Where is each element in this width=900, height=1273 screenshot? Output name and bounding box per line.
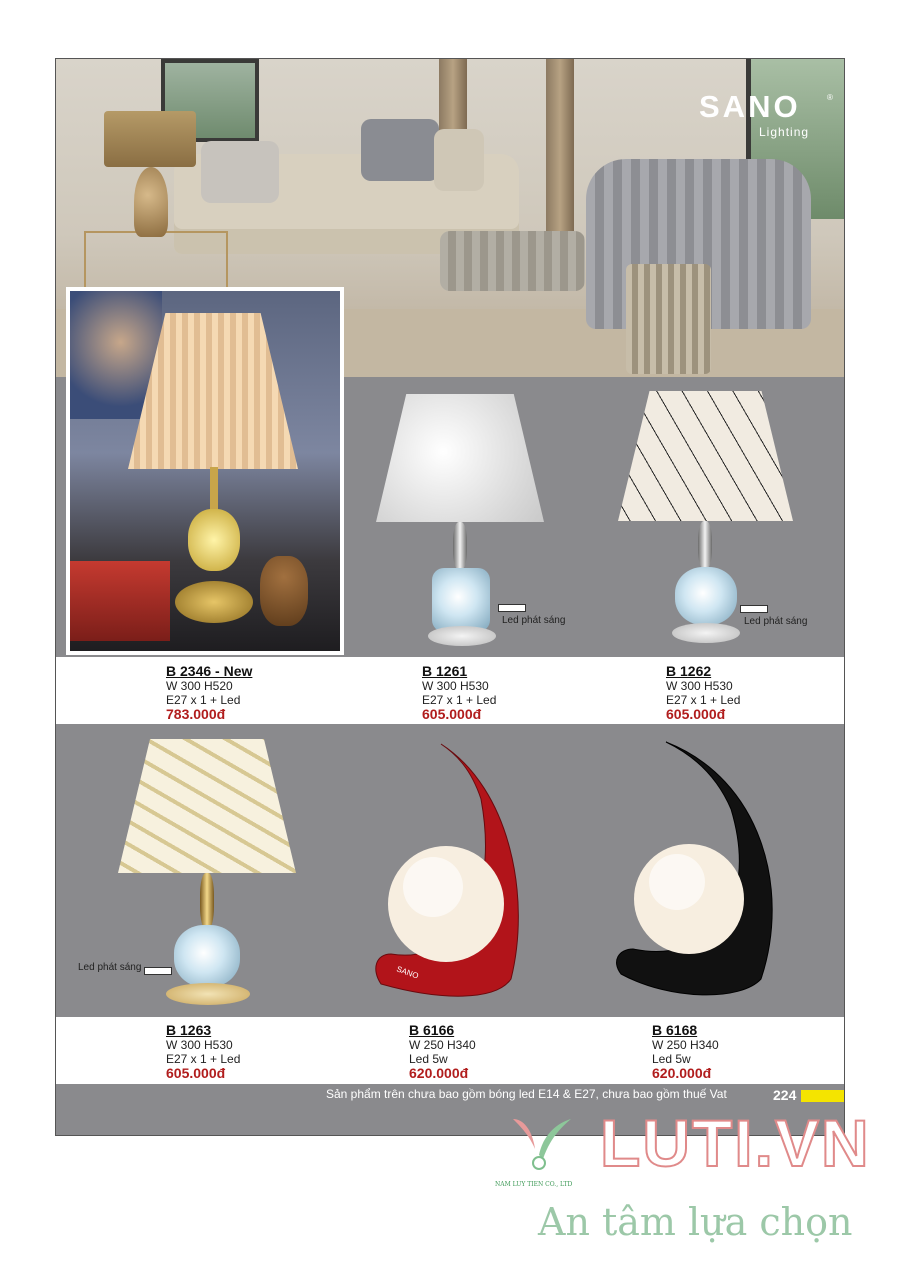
product-photo-b6168 xyxy=(611,739,801,1009)
product-price: 605.000đ xyxy=(666,706,726,722)
books xyxy=(70,561,170,641)
product-b6166 xyxy=(409,1022,476,1081)
lamp-badge: SANO xyxy=(395,964,420,981)
product-code: B 1261 xyxy=(422,663,468,679)
brand-registered: ® xyxy=(827,93,833,102)
product-size: W 300 H530 xyxy=(166,1038,233,1052)
hero-lamp-shade xyxy=(104,111,196,167)
watermark-brand: LUTI.VN xyxy=(600,1106,871,1180)
lamp-crystal xyxy=(432,568,490,632)
lamp-base xyxy=(175,581,253,623)
lamp-base xyxy=(166,983,250,1005)
pillow xyxy=(201,141,279,203)
lamp-shade xyxy=(376,394,544,522)
stump-table xyxy=(626,264,711,374)
hero-lamp-body xyxy=(134,167,168,237)
lamp-base xyxy=(428,626,496,646)
brand-sub: Lighting xyxy=(759,125,810,139)
lamp-crystal xyxy=(174,925,240,987)
product-code: B 1263 xyxy=(166,1022,212,1038)
led-label: Led phát sáng xyxy=(502,615,566,626)
led-arrow xyxy=(740,605,768,613)
lamp-stem xyxy=(453,522,467,570)
crescent-lamp-red xyxy=(361,739,541,1009)
product-code: B 2346 - New xyxy=(166,663,253,679)
lamp-glow xyxy=(188,509,240,571)
product-b2346 xyxy=(166,663,252,722)
led-arrow xyxy=(144,967,172,975)
led-label: Led phát sáng xyxy=(78,962,142,973)
product-photo-b1261 xyxy=(376,394,551,649)
product-price: 783.000đ xyxy=(166,706,226,722)
lamp-crystal xyxy=(675,567,737,625)
product-size: W 250 H340 xyxy=(652,1038,719,1052)
catalog-page xyxy=(55,58,845,1136)
product-code: B 1262 xyxy=(666,663,712,679)
product-size: W 300 H530 xyxy=(422,679,489,693)
product-photo-b6166 xyxy=(361,739,541,1009)
wood-beam xyxy=(546,59,574,249)
product-photo-b1262 xyxy=(618,391,796,649)
product-size: W 300 H520 xyxy=(166,679,233,693)
lamp-base xyxy=(672,623,740,643)
pillow xyxy=(434,129,484,191)
product-bulb: E27 x 1 + Led xyxy=(666,693,741,707)
product-bulb: Led 5w xyxy=(409,1052,448,1066)
product-size: W 300 H530 xyxy=(666,679,733,693)
luti-logo-icon xyxy=(505,1115,575,1175)
led-label: Led phát sáng xyxy=(744,616,808,627)
product-b1261 xyxy=(422,663,496,722)
ottoman xyxy=(440,231,585,291)
lamp-stem xyxy=(200,873,214,929)
product-b6168 xyxy=(652,1022,719,1081)
product-price: 605.000đ xyxy=(422,706,482,722)
product-code: B 6166 xyxy=(409,1022,455,1038)
crescent-lamp-black xyxy=(611,739,801,1009)
lamp-shade xyxy=(618,391,793,521)
brand-logo xyxy=(699,89,833,139)
product-size: W 250 H340 xyxy=(409,1038,476,1052)
footer-note: Sản phẩm trên chưa bao gồm bóng led E14 & E27, chưa bao gồm thuế Vat xyxy=(326,1087,727,1101)
led-arrow xyxy=(498,604,526,612)
product-price: 620.000đ xyxy=(652,1065,712,1081)
product-photo-b2346 xyxy=(66,287,344,655)
product-price: 605.000đ xyxy=(166,1065,226,1081)
pillow xyxy=(361,119,439,181)
brand-name: SANO xyxy=(699,89,801,124)
product-photo-b1263 xyxy=(118,739,298,1011)
product-bulb: E27 x 1 + Led xyxy=(422,693,497,707)
page-number: 224 xyxy=(773,1087,797,1103)
teddy-bear xyxy=(260,556,308,626)
product-b1262 xyxy=(666,663,740,722)
page-accent-bar xyxy=(801,1090,845,1102)
watermark-slogan: An tâm lựa chọn xyxy=(538,1200,853,1244)
product-bulb: E27 x 1 + Led xyxy=(166,693,241,707)
lamp-stem xyxy=(698,521,712,569)
product-code: B 6168 xyxy=(652,1022,698,1038)
lamp-shade xyxy=(118,739,296,873)
watermark-company: NAM LUY TIEN CO., LTD xyxy=(495,1181,573,1188)
side-table xyxy=(84,231,228,295)
product-bulb: E27 x 1 + Led xyxy=(166,1052,241,1066)
product-price: 620.000đ xyxy=(409,1065,469,1081)
product-bulb: Led 5w xyxy=(652,1052,691,1066)
product-b1263 xyxy=(166,1022,240,1081)
